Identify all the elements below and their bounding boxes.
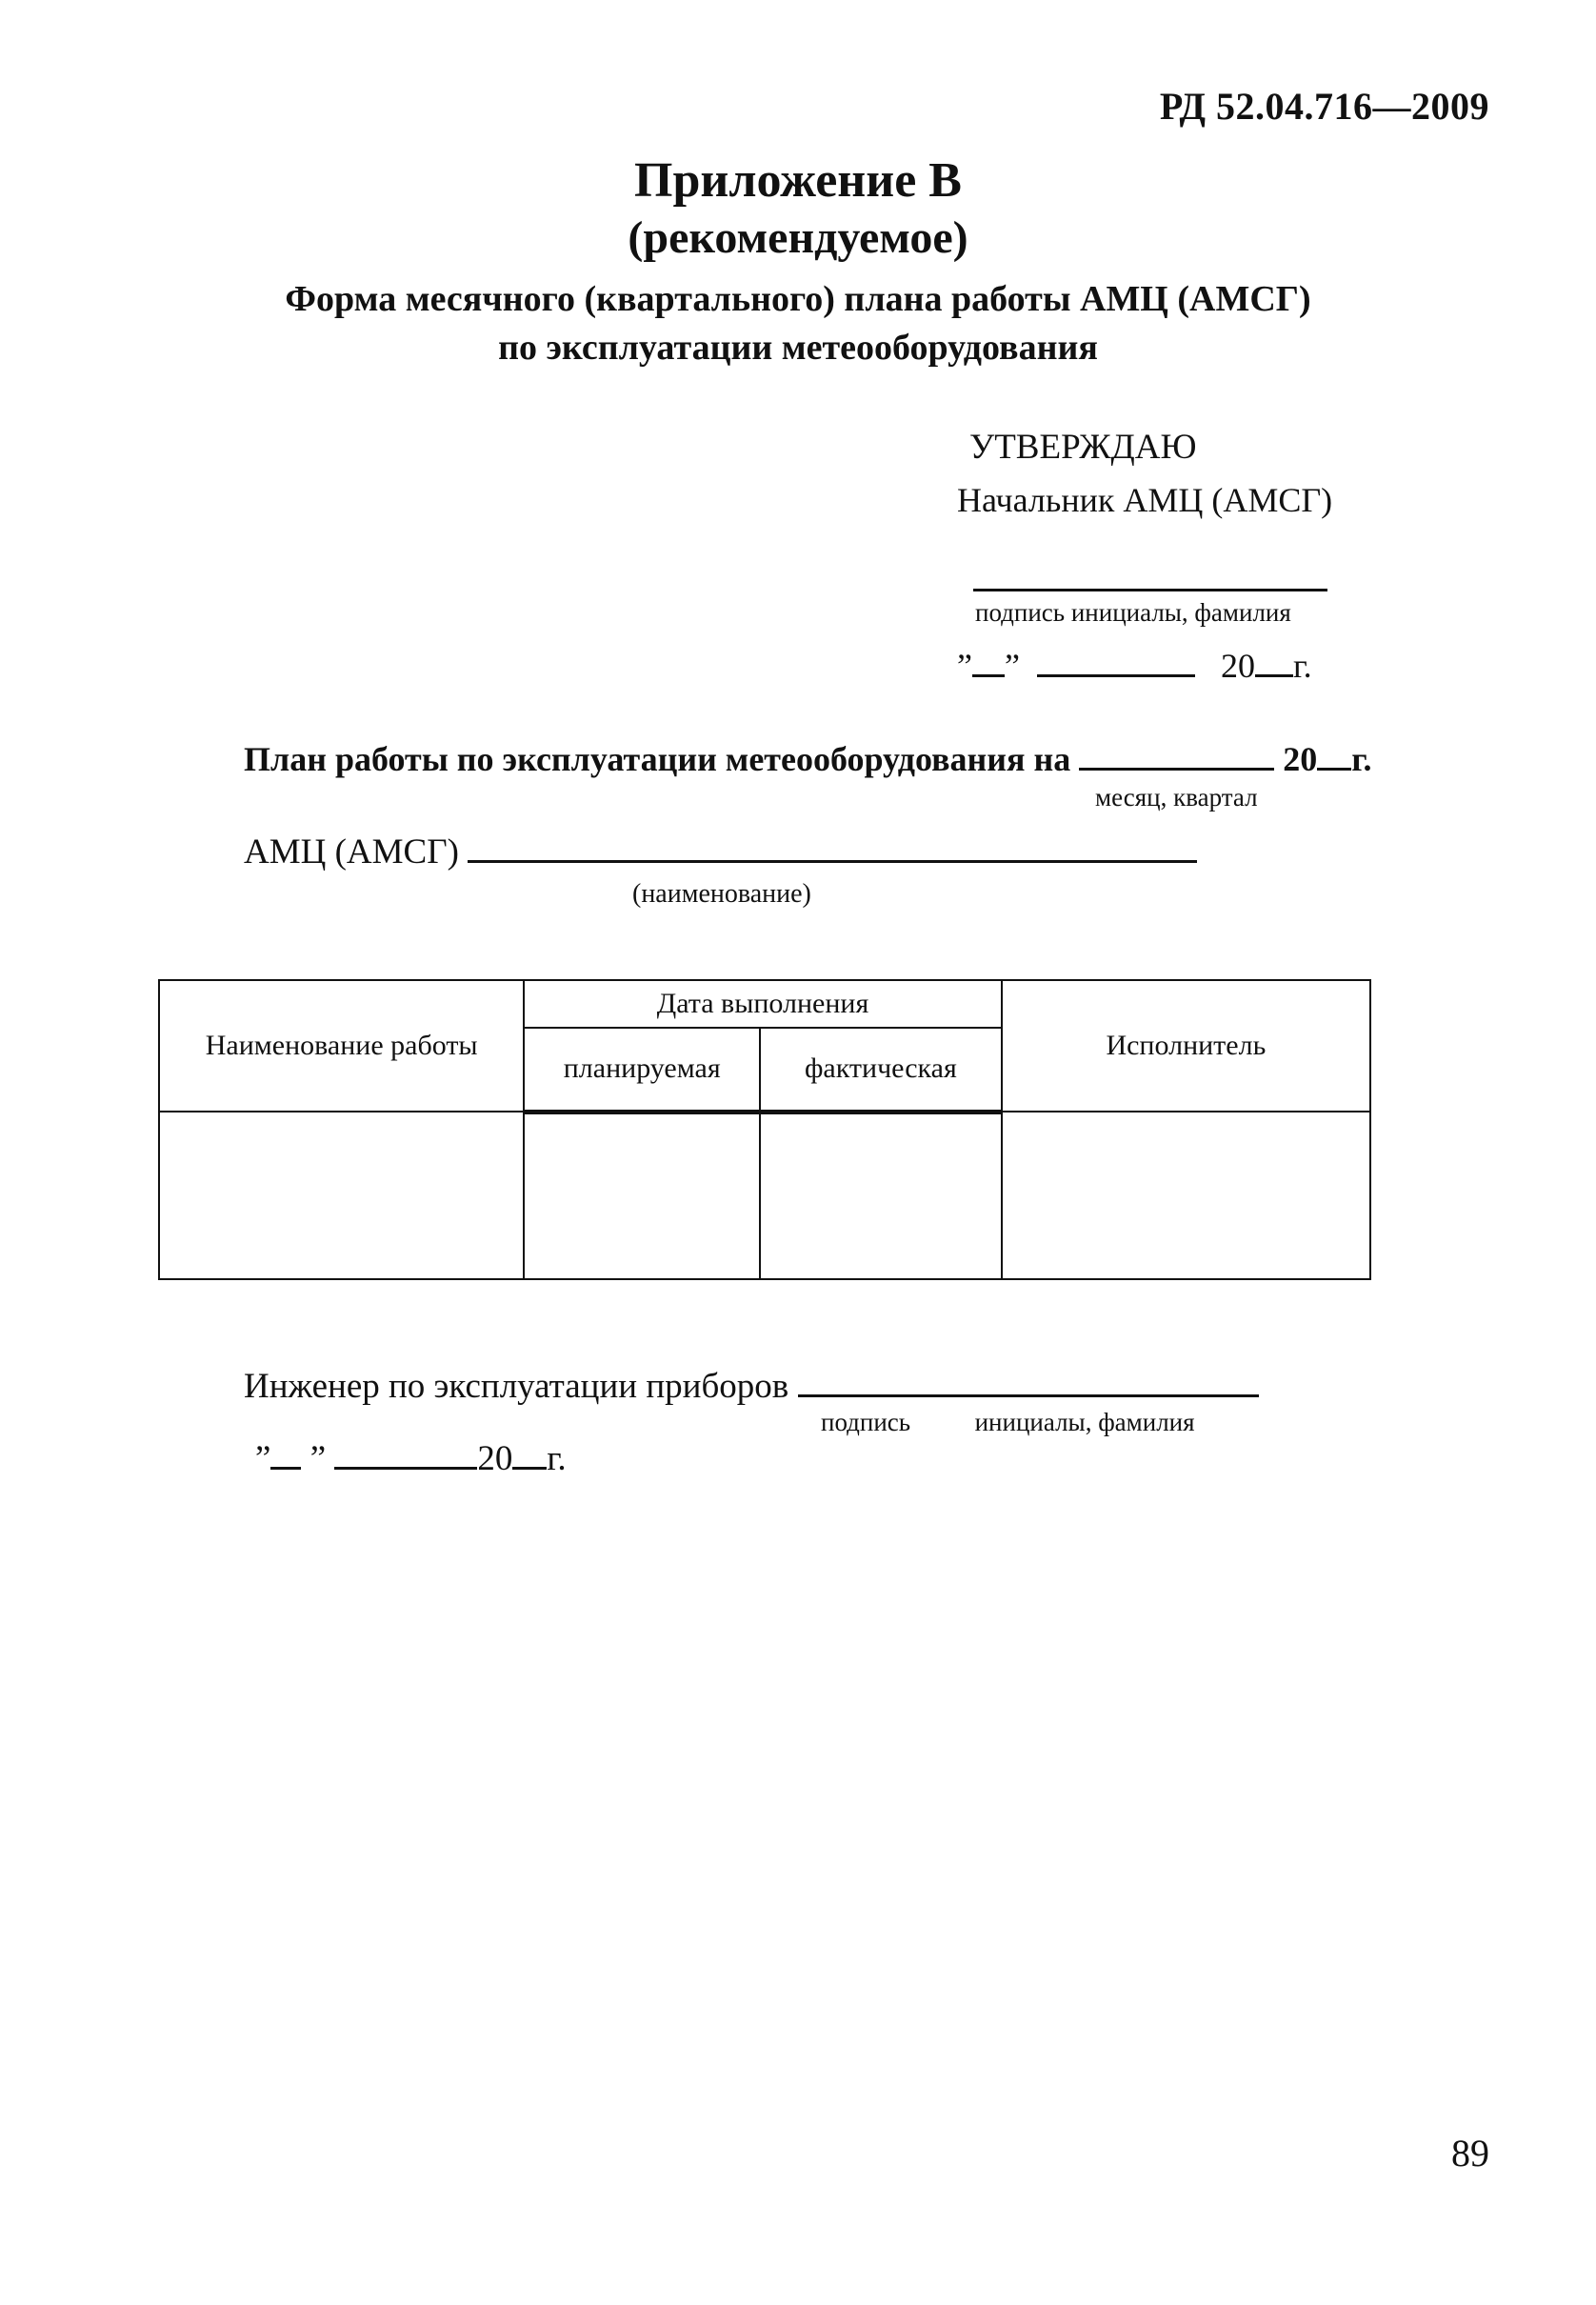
engineer-month-field[interactable] <box>334 1440 477 1470</box>
engineer-caption-signature: подпись <box>821 1408 911 1436</box>
plan-label: План работы по эксплуатации метеооборудования на <box>244 740 1071 778</box>
column-header-work-name: Наименование работы <box>159 980 524 1112</box>
period-caption: месяц, квартал <box>1095 783 1258 812</box>
organization-caption: (наименование) <box>632 879 811 909</box>
organization-label: АМЦ (АМСГ) <box>244 832 459 872</box>
date-open-quote: ” <box>957 647 972 685</box>
approver-role: Начальник АМЦ (АМСГ) <box>957 481 1333 519</box>
engineer-date-row <box>255 1438 567 1479</box>
work-plan-table <box>158 979 1371 1280</box>
approval-year-prefix: 20 <box>1220 647 1255 685</box>
approval-year-field[interactable] <box>1255 648 1293 677</box>
approval-year-suffix: г. <box>1292 647 1312 685</box>
organization-line <box>244 832 1197 872</box>
column-group-date: Дата выполнения <box>524 980 1001 1028</box>
approval-day-field[interactable] <box>972 648 1005 677</box>
engineer-caption-name: инициалы, фамилия <box>974 1408 1195 1436</box>
organization-name-field[interactable] <box>468 833 1197 863</box>
form-title-line-1: Форма месячного (квартального) плана работы АМЦ (АМСГ) <box>285 279 1311 319</box>
approval-month-field[interactable] <box>1037 648 1195 677</box>
engineer-signature-field[interactable] <box>798 1368 1259 1397</box>
engineer-year-field[interactable] <box>512 1440 547 1470</box>
plan-year-prefix: 20 <box>1283 740 1318 778</box>
appendix-title: Приложение В <box>634 153 962 208</box>
plan-period-field[interactable] <box>1079 741 1274 771</box>
cell-executor[interactable] <box>1002 1112 1370 1279</box>
table-row <box>159 1112 1370 1279</box>
column-header-actual: фактическая <box>760 1028 1002 1112</box>
engineer-label: Инженер по эксплуатации приборов <box>244 1367 789 1406</box>
engineer-date-close-quote: ” <box>309 1439 327 1478</box>
engineer-line <box>244 1366 1259 1407</box>
approver-signature-caption: подпись инициалы, фамилия <box>975 598 1291 627</box>
cell-planned-date[interactable] <box>524 1112 760 1279</box>
engineer-date-open-quote: ” <box>255 1439 271 1478</box>
engineer-captions <box>821 1408 1195 1437</box>
column-header-executor: Исполнитель <box>1002 980 1370 1112</box>
column-header-planned: планируемая <box>524 1028 760 1112</box>
cell-actual-date[interactable] <box>760 1112 1002 1279</box>
plan-year-suffix: г. <box>1351 740 1372 778</box>
engineer-year-prefix: 20 <box>477 1439 513 1478</box>
engineer-year-suffix: г. <box>547 1439 567 1478</box>
approval-date-row <box>957 646 1312 686</box>
appendix-subtitle: (рекомендуемое) <box>628 212 968 263</box>
page-number: 89 <box>1451 2132 1489 2175</box>
approve-label: УТВЕРЖДАЮ <box>969 428 1197 467</box>
plan-line <box>244 739 1372 779</box>
form-title-line-2: по эксплуатации метеооборудования <box>498 328 1098 368</box>
engineer-day-field[interactable] <box>270 1440 301 1470</box>
plan-year-field[interactable] <box>1317 741 1351 771</box>
approver-signature-line[interactable] <box>973 589 1327 591</box>
date-close-quote: ” <box>1004 647 1020 685</box>
document-code: РД 52.04.716—2009 <box>1159 85 1489 128</box>
cell-work-name[interactable] <box>159 1112 524 1279</box>
